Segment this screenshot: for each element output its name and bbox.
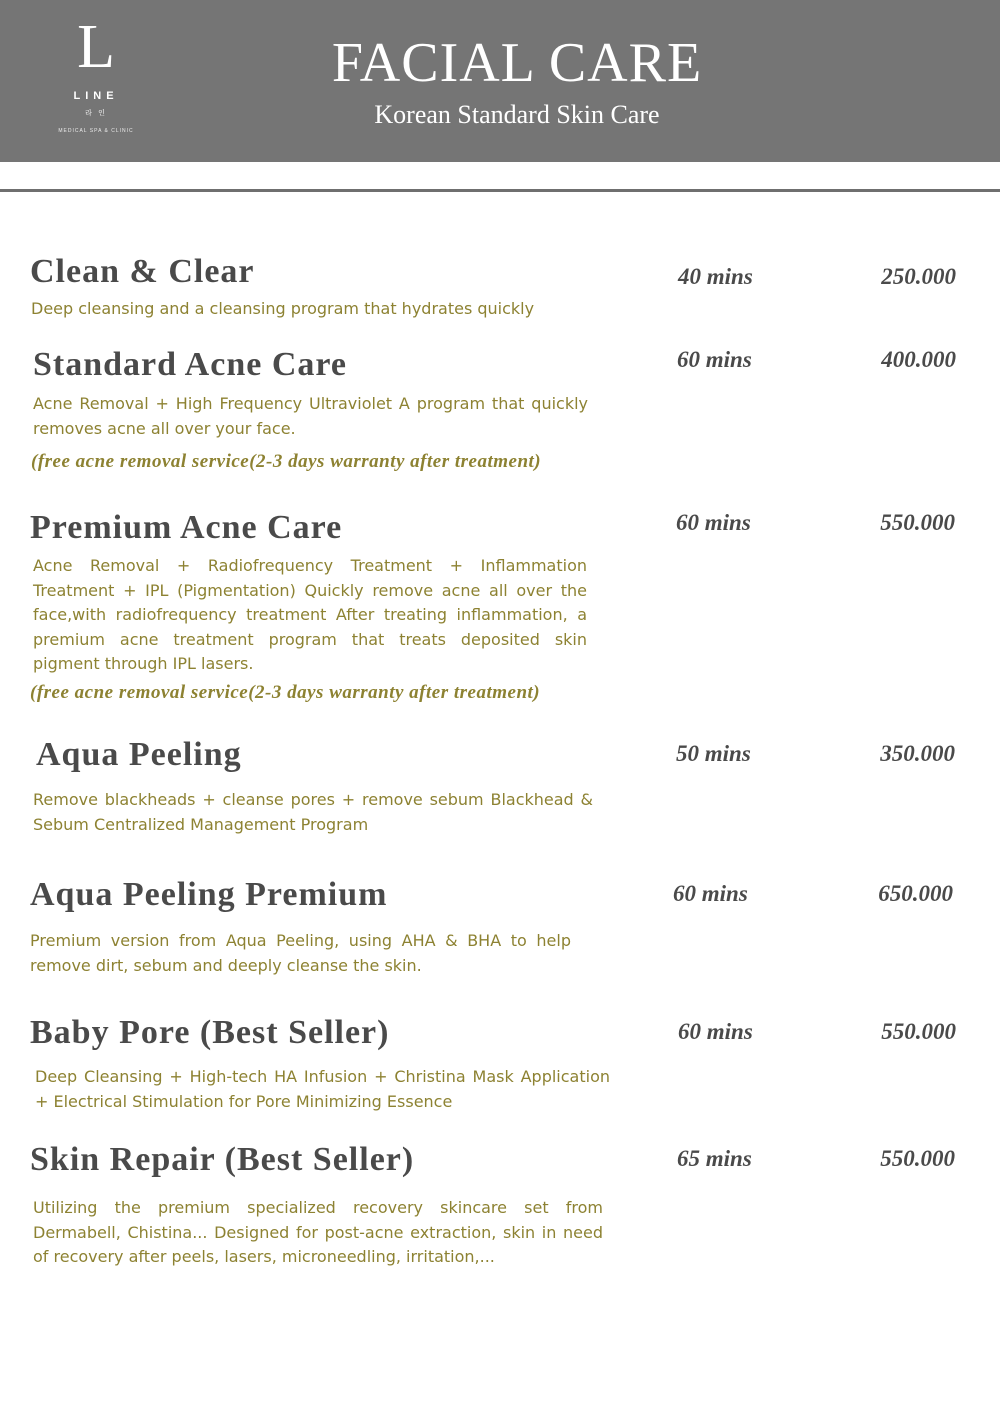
service-name: Baby Pore (Best Seller) (30, 1014, 390, 1051)
page-subtitle: Korean Standard Skin Care (374, 100, 660, 129)
service-note: (free acne removal service(2-3 days warranty after treatment) (30, 682, 541, 703)
header-divider (0, 189, 1000, 192)
service-duration: 40 mins (678, 264, 753, 289)
service-description: Deep cleansing and a cleansing program that hydrates quickly (31, 299, 535, 318)
service-description: Utilizing the premium specialized recovery skincare set from Dermabell, Chistina... Designed for post-acne extraction, skin in need of recovery after peels, lasers, microneedling, irritation,... (33, 1198, 603, 1266)
service-price: 550.000 (880, 510, 955, 535)
service-price: 650.000 (878, 881, 953, 906)
service-name: Premium Acne Care (30, 509, 343, 546)
logo-tagline: MEDICAL SPA & CLINIC (58, 128, 134, 134)
service-description: Acne Removal + High Frequency Ultraviolet A program that quickly removes acne all over your face. (33, 394, 588, 438)
service-duration: 60 mins (678, 1019, 753, 1044)
page-header (0, 0, 1000, 162)
service-duration: 65 mins (677, 1146, 752, 1171)
service-description: Acne Removal + Radiofrequency Treatment + Inflammation Treatment + IPL (Pigmentation) Quickly remove acne all over the face,with radiofrequency treatment After treating inflammation, a premium acne treatment program that treats deposited skin pigment through IPL lasers. (33, 556, 587, 673)
service-price: 550.000 (880, 1146, 955, 1171)
service-duration: 60 mins (676, 510, 751, 535)
service-price: 550.000 (881, 1019, 956, 1044)
service-price: 250.000 (881, 264, 956, 289)
service-duration: 50 mins (676, 741, 751, 766)
service-note: (free acne removal service(2-3 days warranty after treatment) (31, 451, 542, 472)
service-name: Standard Acne Care (33, 346, 347, 383)
service-name: Clean & Clear (30, 253, 255, 290)
service-name: Aqua Peeling (36, 736, 242, 773)
service-duration: 60 mins (677, 347, 752, 372)
clinic-logo (40, 14, 152, 134)
page-title: FACIAL CARE (331, 32, 703, 94)
service-description: Premium version from Aqua Peeling, using AHA & BHA to help remove dirt, sebum and deeply cleanse the skin. (30, 931, 571, 975)
service-description: Remove blackheads + cleanse pores + remove sebum Blackhead & Sebum Centralized Management Program (33, 790, 593, 834)
logo-letter: L (77, 13, 115, 81)
service-name: Aqua Peeling Premium (30, 876, 388, 913)
service-name: Skin Repair (Best Seller) (30, 1141, 415, 1178)
service-description: Deep Cleansing + High-tech HA Infusion + Christina Mask Application + Electrical Stimulation for Pore Minimizing Essence (35, 1067, 610, 1111)
service-price: 400.000 (881, 347, 956, 372)
logo-name: LINE (73, 90, 119, 102)
logo-korean-name: 라 인 (85, 109, 107, 117)
service-price: 350.000 (880, 741, 955, 766)
service-duration: 60 mins (673, 881, 748, 906)
